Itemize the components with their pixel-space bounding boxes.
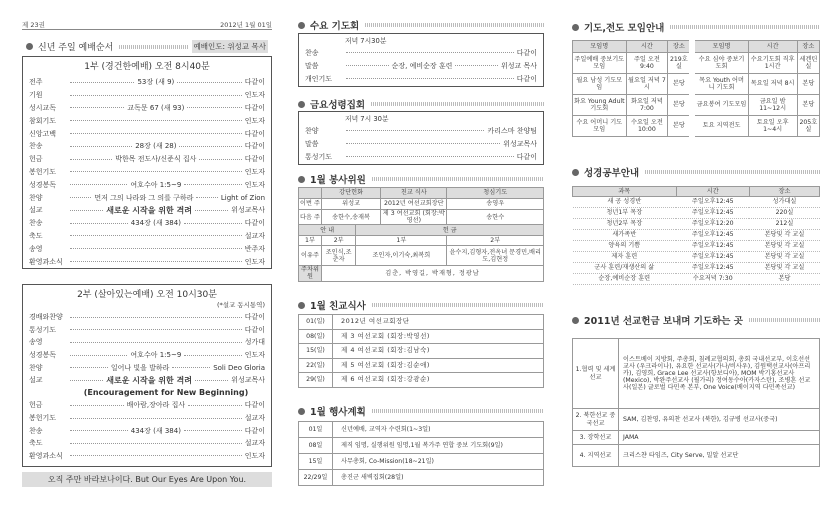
order-item-detail: 434장 (새 384) (130, 219, 181, 228)
order-row (29, 217, 265, 230)
event-plan-table (298, 421, 544, 486)
mission-category: 3. 장학선교 (573, 431, 619, 445)
wednesday-time: 저녁 7시30분 (345, 37, 387, 45)
order-item-person: 위성교 목사 (500, 61, 538, 70)
order-item-label: 봉헌기도 (29, 414, 57, 423)
mission-targets: 크리스챤 타임즈, City Serve, 밀알 선교단 (619, 445, 820, 467)
wednesday-prayer-box (298, 33, 544, 87)
study-cell: 양육의 기쁨 (573, 241, 677, 252)
order-item-label: 찬송 (305, 48, 319, 57)
study-cell: 본당및 각 교실 (749, 241, 819, 252)
order-item-person: 인도자 (244, 167, 265, 176)
table-row (299, 373, 544, 388)
order-item-label: 찬송 (29, 219, 43, 228)
order-item-detail: 새로운 시작을 위한 격려 (106, 375, 192, 385)
order-row (29, 114, 265, 127)
plan-date: 22/29일 (299, 470, 333, 486)
order-row (29, 140, 265, 153)
meeting-cell: 205호실 (797, 116, 819, 137)
volunteers-table: 강단헌화 친교 식사 청심기도 이번 주 위성교 2012년 여선교회장단 송영우 다음 주 송한수,송재복 제 3 여선교회 (회장:박영선) 송한수 안 내 헌 금 1부 2부 1부 2부 이유주 조인식,조춘자 조인자,이기숙,최복희 윤수지,김형자,전옥녀 문경민,배리도,김현정 주차위원 김춘, 박영길, 박재형, 정광남 (298, 187, 544, 282)
order-item-label: 환영과소식 (29, 451, 63, 460)
table-row (573, 431, 820, 445)
mission-category: 2. 북한선교 중국선교 (573, 409, 619, 431)
study-cell: 주일오후12:45 (676, 208, 749, 219)
order-item-person: 인도자 (244, 257, 265, 266)
order-item-label: 성경봉독 (29, 351, 57, 360)
order-row (29, 102, 265, 115)
order-item-person: 다같이 (244, 142, 265, 151)
order-item-label: 말씀 (305, 139, 319, 148)
bulletin-header (22, 20, 272, 29)
meeting-cell: 토요일 오후 1~4시 (748, 116, 797, 137)
table-row (573, 445, 820, 467)
order-item-person: 다같이 (244, 313, 265, 322)
meal-group: 제 6 여선교회 (회장:강광순) (333, 373, 544, 388)
friday-time: 저녁 7시 30분 (345, 115, 389, 123)
order-row (29, 412, 265, 425)
column-header: 과목 (573, 187, 677, 197)
table-row (299, 422, 544, 438)
order-item-label: 헌금 (29, 401, 43, 410)
order-row (29, 153, 265, 166)
meeting-cell: 본당 (797, 95, 819, 116)
order-item-label: 축도 (29, 439, 43, 448)
order-row (29, 374, 265, 387)
meeting-cell: 본당 (668, 95, 693, 116)
order-item-label: 설교 (29, 376, 43, 385)
order-item-detail: 여호수아 1:5~9 (130, 351, 182, 360)
mission-targets: 이스트베이 지방회, 주총회, 침례교협의회, 총회 국내선교부, 이호선선교사 (우크라이나), 유요한 선교사(가나/비사우), 김원택선교사(아프리카), 김영희, Grace Lee 선교사(항보디아), MOM 박기홍선교사 (Mexico), 박완주선교사 (필가리) 정여동수아(카자스탄), 조병혼 선교사(일본) 글로벌 다민족 본부, One Voice(베이지역 다민족선교) (619, 339, 820, 409)
order-row (29, 311, 265, 324)
study-cell: 220실 (749, 208, 819, 219)
order-item-detail: 새로운 시작을 위한 격려 (106, 205, 192, 215)
table-row (573, 241, 820, 252)
order-item-label: 통성기도 (29, 325, 57, 334)
meeting-cell: 금요일 밤 11~12시 (748, 95, 797, 116)
order-item-label: 기원 (29, 91, 43, 100)
order-row (29, 450, 265, 463)
first-service-title: 1부 (경건한예배) 오전 8시40분 (84, 62, 210, 72)
order-item-label: 찬송 (29, 142, 43, 151)
meeting-cell: 화요일 저녁7:00 (626, 95, 668, 116)
volunteers-heading: 1월 봉사위원 (298, 172, 544, 186)
table-row (299, 315, 544, 330)
order-item-person: 다같이 (244, 129, 265, 138)
bullet-icon (572, 317, 579, 324)
table-row (573, 197, 820, 208)
study-cell: 성가대실 (749, 197, 819, 208)
order-item-detail: (Encouragement for New Beginning) (83, 388, 249, 398)
order-item-detail: 여호수아 1:5~9 (130, 180, 182, 189)
order-item-person: 인도자 (244, 180, 265, 189)
friday-service-box (298, 111, 544, 165)
table-row (299, 454, 544, 470)
meeting-cell: 월요 남성 기도모임 (573, 74, 627, 95)
order-item-person: 설교자 (244, 439, 265, 448)
meeting-cell: 수요기도회 직후 1시간 (748, 53, 797, 74)
table-row (573, 53, 820, 74)
table-row (299, 438, 544, 454)
order-item-detail: 28장 (새 28) (135, 142, 177, 151)
order-row (29, 324, 265, 337)
worship-leader: 예배인도: 위성교 목사 (193, 42, 266, 51)
order-row (29, 437, 265, 450)
column-header: 장소 (749, 187, 819, 197)
column-header: 시간 (748, 41, 797, 53)
order-row (29, 336, 265, 349)
friday-service-heading: 금요성령집회 (298, 97, 544, 111)
meeting-cell: 수요 심야 중보기도회 (692, 53, 748, 74)
order-row (29, 349, 265, 362)
meal-date: 01(일) (299, 315, 333, 330)
order-item-label: 환영과소식 (29, 257, 63, 266)
study-cell: 새가족반 (573, 230, 677, 241)
order-item-person: 위성교목사 (231, 206, 266, 215)
issue-number: 제 23권 (22, 21, 45, 29)
order-row (305, 124, 537, 137)
table-row (573, 409, 820, 431)
order-row (29, 361, 265, 374)
order-item-label: 송영 (29, 338, 43, 347)
column-header: 장소 (668, 41, 693, 53)
order-item-detail: 434장 (새 384) (130, 426, 181, 435)
worship-title: 신년 주일 예배순서 (38, 43, 114, 53)
order-item-person: 다같이 (244, 426, 265, 435)
order-item-person: 다같이 (244, 219, 265, 228)
meal-group: 제 4 여선교회 (회장:김남숙) (333, 344, 544, 359)
order-item-person: 다같이 (516, 74, 537, 83)
table-row (573, 252, 820, 263)
order-row (29, 242, 265, 255)
order-item-person: 카리스마 찬양팀 (487, 126, 537, 135)
order-item-person: 성가대 (244, 338, 265, 347)
order-row (305, 59, 537, 72)
order-item-person: 위성교목사 (503, 139, 537, 148)
order-item-person: 설교자 (244, 231, 265, 240)
order-item-detail: 박한목 전도사/신준식 집사 (115, 155, 197, 164)
order-row (29, 127, 265, 140)
event-plan-wrap (298, 421, 544, 486)
order-item-person: 설교자 (244, 414, 265, 423)
table-row (573, 219, 820, 230)
order-row (29, 191, 265, 204)
order-item-person: 위성교목사 (231, 376, 266, 385)
meeting-cell: 주일예배 중보기도모임 (573, 53, 627, 74)
study-cell: 순장,예비순장 훈련 (573, 274, 677, 285)
order-item-label: 성시교독 (29, 103, 57, 112)
fellowship-meal-table (298, 314, 544, 388)
study-cell: 주일오후12:45 (676, 241, 749, 252)
order-item-label: 헌금 (29, 155, 43, 164)
meeting-cell: 본당 (668, 74, 693, 95)
meeting-cell: 본당 (797, 74, 819, 95)
meeting-cell: 세겐틴실 (797, 53, 819, 74)
mission-heading: 2011년 선교헌금 보내며 기도하는 곳 (572, 313, 820, 327)
worship-order-column (22, 0, 272, 507)
order-row (29, 89, 265, 102)
info-column (572, 0, 820, 507)
column-header: 모임명 (573, 41, 627, 53)
order-item-person: 다같이 (244, 325, 265, 334)
order-item-detail: 배아람,장아라 집사 (126, 401, 186, 410)
order-item-detail: 교독문 67 (새 93) (127, 103, 185, 112)
bible-study-wrap (572, 186, 820, 285)
prayer-meetings-heading: 기도,전도 모임안내 (572, 20, 820, 34)
bullet-icon (298, 22, 305, 29)
meeting-cell: 수요 어머니 기도 모임 (573, 116, 627, 137)
order-item-label: 찬양 (29, 193, 43, 202)
weekly-events-column (298, 0, 544, 507)
table-row (299, 470, 544, 486)
order-row (29, 178, 265, 191)
table-row (299, 358, 544, 373)
table-row (573, 230, 820, 241)
order-item-label: 송영 (29, 244, 43, 253)
order-item-person: 인도자 (244, 116, 265, 125)
order-item-person: 다같이 (244, 103, 266, 112)
order-item-label: 통성기도 (305, 152, 333, 161)
bullet-icon (572, 169, 579, 176)
study-cell: 주일오후12:45 (676, 263, 749, 274)
table-row (299, 344, 544, 359)
order-item-label: 축도 (29, 231, 43, 240)
table-row (573, 74, 820, 95)
study-cell: 청년2부 목장 (573, 219, 677, 230)
plan-date: 01일 (299, 422, 333, 438)
study-cell: 본당및 각 교실 (749, 252, 819, 263)
order-item-detail: 일어나 빛을 발하라 (110, 363, 170, 372)
study-cell: 제자 훈련 (573, 252, 677, 263)
mission-wrap (572, 338, 820, 467)
order-item-person: 인도자 (244, 351, 265, 360)
meal-group: 2012년 여선교회장단 (333, 315, 544, 330)
plan-event: 총진군 새벽집회(28일) (333, 470, 544, 486)
meal-date: 22(일) (299, 358, 333, 373)
study-cell: 주일오후12:45 (676, 230, 749, 241)
study-cell: 새 공 성경반 (573, 197, 677, 208)
order-item-person: 다같이 (244, 78, 266, 87)
mission-category: 1.협력 및 세계선교 (573, 339, 619, 409)
study-cell: 본당 (749, 274, 819, 285)
meal-date: 29(일) (299, 373, 333, 388)
fellowship-meal-heading: 1월 친교식사 (298, 298, 544, 312)
table-row (573, 263, 820, 274)
fellowship-meal-wrap (298, 314, 544, 388)
meal-group: 제 5 여선교회 (회장:김순애) (333, 358, 544, 373)
order-row (29, 76, 265, 89)
bullet-icon (298, 101, 305, 108)
order-item-person: 다같이 (244, 401, 265, 410)
volunteers-table-wrap (298, 187, 544, 282)
order-item-label: 찬양 (305, 126, 319, 135)
order-item-person: 다같이 (516, 48, 537, 57)
table-row (573, 208, 820, 219)
study-cell: 군사 훈련/재생산의 삶 (573, 263, 677, 274)
prayer-meetings-table (572, 40, 820, 137)
plan-date: 15일 (299, 454, 333, 470)
order-item-person: Light of Zion (220, 193, 266, 202)
second-service-title: 2부 (살아있는예배) 오전 10시30분 (77, 290, 217, 300)
table-row (299, 329, 544, 344)
order-item-detail: 순장, 예비순장 훈련 (391, 61, 453, 70)
event-plan-heading: 1월 행사계획 (298, 404, 544, 418)
mission-targets: JAMA (619, 431, 820, 445)
order-row (305, 46, 537, 59)
study-cell: 주일오후12:45 (676, 252, 749, 263)
order-item-label: 말씀 (305, 61, 319, 70)
meeting-cell: 주일 오전 9:40 (626, 53, 668, 74)
order-item-person: 다같이 (244, 155, 265, 164)
plan-event: 제직 임명, 실행위원 임명,1월 복가주 연합 중보 기도회(9일) (333, 438, 544, 454)
meeting-cell: 수요일 오전 10:00 (626, 116, 668, 137)
column-header: 시간 (676, 187, 749, 197)
table-row (573, 95, 820, 116)
study-cell: 212실 (749, 219, 819, 230)
mission-table (572, 338, 820, 467)
plan-event: 사무총회, Co-Mission(18~21일) (333, 454, 544, 470)
order-item-detail: 먼저 그의 나라와 그 의를 구하라 (94, 193, 194, 202)
meeting-cell: 목요일 저녁 8시 (748, 74, 797, 95)
bulletin-date: 2012년 1월 01일 (220, 21, 272, 29)
meal-date: 08(일) (299, 329, 333, 344)
order-item-person: 인도자 (244, 451, 265, 460)
study-cell: 주일오후12:20 (676, 219, 749, 230)
meal-date: 15(일) (299, 344, 333, 359)
first-service-box (22, 56, 272, 269)
column-header: 시간 (626, 41, 668, 53)
meeting-cell: 화요 Young Adult 기도회 (573, 95, 627, 116)
order-row (305, 72, 537, 85)
order-item-label: 찬양 (29, 363, 43, 372)
order-item-person: Soli Deo Gloria (213, 363, 266, 372)
order-row (29, 387, 265, 400)
order-row (29, 255, 265, 268)
order-row (29, 399, 265, 412)
study-cell: 본당및 각 교실 (749, 263, 819, 274)
bible-study-table (572, 186, 820, 285)
order-row (305, 137, 537, 150)
order-item-label: 신앙고백 (29, 129, 57, 138)
study-cell: 수요저녁 7:30 (676, 274, 749, 285)
meeting-cell: 219호실 (668, 53, 693, 74)
meeting-cell: 본당 (668, 116, 693, 137)
bible-study-heading: 성경공부안내 (572, 165, 820, 179)
bullet-icon (298, 408, 305, 415)
order-row (305, 150, 537, 163)
order-item-label: 경배와찬양 (29, 313, 63, 322)
order-row (29, 424, 265, 437)
prayer-meetings-wrap (572, 40, 820, 137)
plan-date: 08일 (299, 438, 333, 454)
worship-title-row (26, 40, 268, 53)
meeting-cell: 토요 지역전도 (692, 116, 748, 137)
bullet-icon (298, 176, 305, 183)
study-cell: 청년1부 목장 (573, 208, 677, 219)
mission-category: 4. 지역선교 (573, 445, 619, 467)
study-cell: 본당및 각 교실 (749, 230, 819, 241)
meal-group: 제 3 여선교회 (회장:박영선) (333, 329, 544, 344)
column-header: 모임명 (692, 41, 748, 53)
order-item-label: 설교 (29, 206, 43, 215)
order-item-person: 다같이 (516, 152, 537, 161)
order-row (29, 230, 265, 243)
order-item-detail: 53장 (새 9) (137, 78, 175, 87)
footer-motto: 오직 주만 바라보나이다. But Our Eyes Are Upon You. (22, 472, 272, 487)
order-item-label: 참회기도 (29, 116, 57, 125)
bullet-icon (298, 302, 305, 309)
plan-event: 신년예배, 교역자 수련회(1~3일) (333, 422, 544, 438)
wednesday-prayer-heading: 수요 기도회 (298, 18, 544, 32)
order-item-label: 전주 (29, 78, 43, 87)
bullet-icon (26, 43, 33, 50)
order-item-label: 개인기도 (305, 74, 333, 83)
order-item-person: 반주자 (244, 244, 265, 253)
mission-targets: SAM, 김찬영, 유의찬 선교사 (북한), 김규병 선교사(중국) (619, 409, 820, 431)
order-item-label: 성경봉독 (29, 180, 57, 189)
bullet-icon (572, 24, 579, 31)
column-header: 장소 (797, 41, 819, 53)
order-item-person: 인도자 (244, 91, 265, 100)
interpretation-note: (*설교 동시통역) (216, 301, 265, 309)
order-row (29, 166, 265, 179)
meeting-cell: 월요일 저녁 7시 (626, 74, 668, 95)
meeting-cell: 금요봉여 기도모임 (692, 95, 748, 116)
table-row (573, 116, 820, 137)
study-cell: 주일오후12:45 (676, 197, 749, 208)
table-row (573, 274, 820, 285)
meeting-cell: 목요 Youth 어머니 기도회 (692, 74, 748, 95)
order-item-label: 봉헌기도 (29, 167, 57, 176)
second-service-box (22, 284, 272, 467)
order-item-label: 찬송 (29, 426, 43, 435)
table-row (573, 339, 820, 409)
order-row (29, 204, 265, 217)
